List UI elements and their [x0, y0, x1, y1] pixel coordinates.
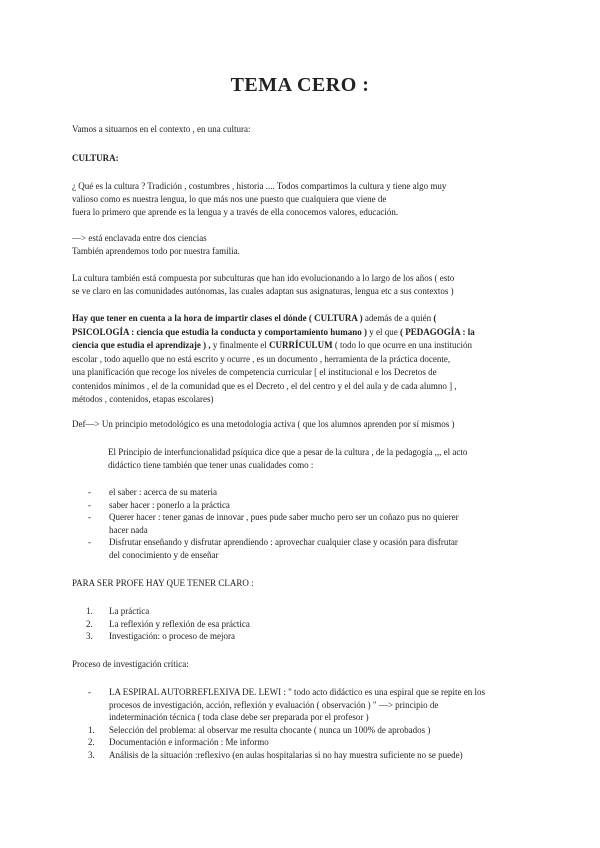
list-item	[72, 724, 528, 737]
cultura-heading: CULTURA:	[72, 153, 119, 163]
plain-text: y finalmente el	[210, 340, 270, 350]
text-line: didáctico tiene también que tener unas cualidades como :	[108, 460, 314, 470]
list-marker: -	[88, 512, 91, 523]
list-item-text: Investigación: o proceso de mejora	[109, 631, 235, 642]
list-marker: 1.	[86, 606, 93, 616]
list-item-text: Selección del problema: al observar me resulta chocante ( nunca un 100% de aprobados )	[109, 724, 431, 735]
profe-heading: PARA SER PROFE HAY QUE TENER CLARO :	[72, 578, 254, 588]
list-item	[72, 605, 528, 618]
text-line: escolar , todo aquello que no está escrito y ocurre , es un documento , herramienta de la práctica docente,	[72, 353, 451, 364]
intro-text: Vamos a situarnos en el contexto , en una cultura:	[72, 124, 251, 134]
list-item	[72, 686, 528, 724]
list-item	[72, 630, 528, 643]
list-marker: 3.	[86, 631, 93, 642]
list-item-text: LA ESPIRAL AUTORREFLEXIVA DE. LEWI : " todo acto didáctico es una espiral que se repite en los	[109, 687, 485, 697]
list-item	[72, 736, 528, 749]
list-item-text: hacer nada	[109, 524, 148, 535]
plain-text: ( todo lo que ocurre en una institución	[332, 340, 473, 350]
text-line: se ve claro en las comunidades autónomas, las cuales adaptan sus asignaturas, lengua etc a sus contextos )	[72, 286, 454, 296]
text-line: —> está enclavada entre dos ciencias	[72, 233, 207, 243]
definition-line: Def—> Un principio metodológico es una metodología activa ( que los alumnos aprenden por sí mismos )	[72, 419, 455, 429]
text-line	[72, 312, 528, 326]
list-item	[72, 618, 528, 631]
list-item	[72, 499, 528, 512]
bold-text: PSICOLOGÍA : ciencia que estudia la conducta y comportamiento humano )	[72, 326, 368, 337]
espiral-list	[72, 686, 528, 762]
cultura-paragraph-3	[72, 272, 528, 298]
bold-text: Hay que tener en cuenta a la hora de impartir clases el dónde ( CULTURA )	[72, 313, 363, 323]
list-item-text: Disfrutar enseñando y disfrutar aprendiendo : aprovechar cualquier clase y ocasión para disfrutar	[109, 537, 458, 548]
cultura-paragraph-1	[72, 180, 528, 219]
text-line	[72, 339, 528, 353]
text-line: La cultura también está compuesta por subculturas que han ido evolucionando a lo largo de los años ( esto	[72, 273, 455, 283]
list-marker: 2.	[88, 737, 95, 748]
list-item-text: del conocimiento y de enseñar	[109, 549, 219, 560]
text-line: valioso como es nuestra lengua, lo que más nos une puesto que cualquiera que viene de	[72, 194, 387, 204]
list-item	[72, 486, 528, 499]
hay-que-paragraph	[72, 312, 528, 407]
list-marker: -	[88, 687, 91, 697]
list-item-text: saber hacer : ponerlo a la práctica	[109, 499, 230, 510]
profe-list	[72, 605, 528, 643]
list-item-text: Documentación e información : Me informo	[109, 737, 269, 748]
list-marker: 3.	[88, 749, 95, 760]
text-line: métodos , contenidos, etapas escolares)	[72, 394, 214, 404]
page-title: TEMA CERO :	[230, 74, 370, 96]
list-item-text: procesos de investigación, acción, reflexión y evaluación ( observación ) " —> principio de	[109, 699, 439, 710]
bold-text: ciencia que estudia el aprendizaje ) ,	[72, 340, 211, 350]
list-item	[72, 749, 528, 762]
text-line: También aprendemos todo por nuestra familia.	[72, 246, 240, 256]
bold-text: (	[433, 313, 437, 323]
list-item-text: indeterminación técnica ( toda clase debe ser preparada por el profesor )	[109, 712, 369, 723]
list-marker: -	[88, 499, 91, 510]
list-marker: -	[88, 537, 91, 548]
plain-text: y el que	[367, 326, 401, 337]
list-item-text: Querer hacer : tener ganas de innovar , pues pude saber mucho pero ser un coñazo pus no quierer	[109, 512, 459, 523]
list-marker: 1.	[88, 724, 95, 735]
list-item-text: Análisis de la situación :reflexivo (en aulas hospitalarias si no hay muestra suficiente no se puede)	[109, 749, 463, 760]
bold-text: CURRÍCULUM	[269, 340, 333, 350]
list-marker: -	[88, 487, 91, 497]
saber-list	[72, 486, 528, 562]
list-item-text: el saber : acerca de su materia	[109, 487, 217, 497]
text-line	[72, 326, 528, 340]
principio-paragraph	[108, 446, 528, 472]
list-item	[72, 536, 528, 561]
text-line: fuera lo primero que aprende es la lengua y a través de ella conocemos valores, educación.	[72, 207, 399, 217]
list-item	[72, 511, 528, 536]
bold-text: ( PEDAGOGÍA : la	[400, 326, 475, 337]
text-line: una planificación que recoge los niveles de competencia curricular [ el institucional e los Decretos de	[72, 367, 437, 377]
list-marker: 2.	[86, 618, 93, 629]
plain-text: además de a quién	[362, 313, 434, 323]
list-item-text: La reflexión y reflexión de esa práctica	[109, 618, 250, 629]
text-line: ¿ Qué es la cultura ? Tradición , costumbres , historia .... Todos compartimos la cultura y tiene algo muy	[72, 181, 447, 191]
text-line: contenidos mínimos , el de la comunidad que es el Decreto , el del centro y el del aula y de cada alumno ] ,	[72, 380, 457, 391]
proceso-heading: Proceso de investigación crítica:	[72, 659, 189, 669]
cultura-paragraph-2	[72, 232, 528, 258]
list-item-text: La práctica	[109, 606, 150, 616]
text-line: El Principio de interfuncionalidad psíquica dice que a pesar de la cultura , de la pedagogía ,,, el acto	[108, 447, 468, 457]
